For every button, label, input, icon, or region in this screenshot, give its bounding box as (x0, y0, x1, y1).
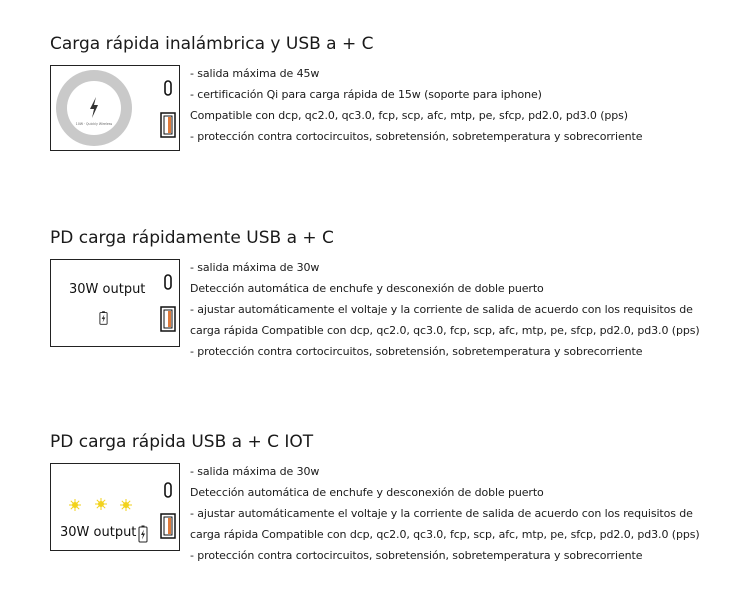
feature-line: - protección contra cortocircuitos, sobretensión, sobretemperatura y sobrecorriente (190, 549, 643, 562)
fast-charge-battery-icon (138, 525, 148, 543)
feature-line: Detección automática de enchufe y desconexión de doble puerto (190, 486, 544, 499)
product-outline-pd (50, 259, 180, 347)
feature-line: - protección contra cortocircuitos, sobretensión, sobretemperatura y sobrecorriente (190, 345, 643, 358)
output-label: 30W output (69, 282, 146, 297)
usb-c-port-icon (164, 482, 172, 498)
feature-line: carga rápida Compatible con dcp, qc2.0, qc3.0, fcp, scp, afc, mtp, pe, sfcp, pd2.0, pd3.0 (pps) (190, 528, 700, 541)
usb-a-port-icon (160, 513, 176, 539)
usb-a-port-icon (160, 112, 176, 138)
usb-c-port-icon (164, 274, 172, 290)
feature-line: Detección automática de enchufe y desconexión de doble puerto (190, 282, 544, 295)
feature-line: - salida máxima de 30w (190, 261, 320, 274)
qi-pad-label: 10W · Quickly Wireless (75, 122, 113, 126)
feature-list (190, 257, 700, 362)
section-pd-usb-iot (50, 431, 730, 561)
output-label: 30W output (60, 525, 137, 540)
product-outline-iot (50, 463, 180, 551)
status-led-icon (69, 499, 81, 511)
product-outline-wireless (50, 65, 180, 151)
feature-list (190, 461, 700, 566)
section-wireless-usb (50, 33, 730, 163)
status-led-icon (120, 499, 132, 511)
feature-line: Compatible con dcp, qc2.0, qc3.0, fcp, scp, afc, mtp, pe, sfcp, pd2.0, pd3.0 (pps) (190, 109, 628, 122)
section-title: PD carga rápida USB a + C IOT (50, 432, 314, 452)
section-title: PD carga rápidamente USB a + C (50, 228, 334, 248)
feature-line: - salida máxima de 45w (190, 67, 320, 80)
usb-a-port-icon (160, 306, 176, 332)
feature-line: - salida máxima de 30w (190, 465, 320, 478)
feature-line: - protección contra cortocircuitos, sobretensión, sobretemperatura y sobrecorriente (190, 130, 643, 143)
feature-line: - certificación Qi para carga rápida de 15w (soporte para iphone) (190, 88, 542, 101)
usb-c-port-icon (164, 80, 172, 96)
section-pd-usb (50, 227, 730, 357)
feature-line: carga rápida Compatible con dcp, qc2.0, qc3.0, fcp, scp, afc, mtp, pe, sfcp, pd2.0, pd3.0 (pps) (190, 324, 700, 337)
section-title: Carga rápida inalámbrica y USB a + C (50, 34, 374, 54)
fast-charge-battery-icon (99, 310, 108, 326)
feature-line: - ajustar automáticamente el voltaje y la corriente de salida de acuerdo con los requisitos de (190, 507, 693, 520)
status-led-icon (95, 498, 107, 510)
feature-list (190, 63, 642, 147)
feature-line: - ajustar automáticamente el voltaje y la corriente de salida de acuerdo con los requisitos de (190, 303, 693, 316)
qi-charging-pad-icon (55, 69, 133, 147)
